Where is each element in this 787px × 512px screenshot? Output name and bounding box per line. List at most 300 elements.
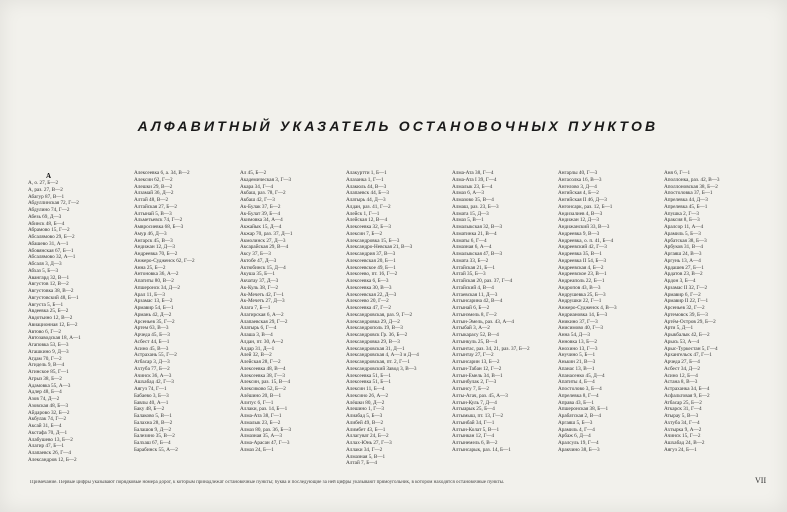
- index-entry: Ак-Мечеть 42, Г—1: [240, 291, 284, 298]
- index-entry: Андреевка 70, Б—2: [134, 251, 178, 257]
- index-entry: Абовянская 67, Б—1: [28, 247, 74, 254]
- index-entry: Алмазная 6, А—4: [452, 244, 492, 251]
- index-entry: Амур 46, Д—3: [134, 230, 167, 237]
- index-entry: Агаповка 53, Б—3: [28, 342, 69, 348]
- index-entry: Асино 45, В—3: [134, 345, 169, 352]
- index-entry: Алтайская 27, Б—2: [134, 203, 178, 210]
- index-entry: Алексеевка 48, В—4: [240, 365, 286, 372]
- index-entry: Амвросиевка 68, Б—3: [134, 224, 184, 230]
- index-entry: Балезино 35, В—2: [134, 433, 175, 440]
- index-entry: Алагир 47, Б—1: [28, 443, 64, 450]
- index-entry: Александрополь 19, В—3: [346, 325, 403, 332]
- index-entry: Арысь 53, А—4: [664, 338, 700, 345]
- index-entry: Аллах-Юнь 27, Г—3: [346, 440, 392, 446]
- index-entry: Анновка 13, Б—2: [558, 338, 597, 345]
- index-entry: Апанасенко 45, Д—4: [558, 372, 605, 379]
- index-entry: Акуша 35, Б—1: [240, 271, 275, 278]
- index-entry: Александров 12, Б—2: [28, 456, 77, 463]
- index-entry: Александровка 15, Б—3: [346, 237, 400, 244]
- index-entry: Агинское 85, Г—1: [28, 369, 69, 375]
- index-entry: Алаша 3, В—4: [240, 332, 273, 338]
- index-entry: Алатырь 6, Г—4: [240, 325, 277, 332]
- index-entry: Актюбинск 15, Д—4: [240, 264, 286, 271]
- index-entry: Алтынай 6, Б—2: [452, 305, 490, 311]
- index-entry: Алтынкуль 25, В—4: [452, 338, 497, 345]
- index-entry: Андреевка 35, В—1: [558, 251, 602, 257]
- index-entry: Алейск 1, Г—1: [346, 210, 380, 217]
- index-entry: Андреевское 23, В—1: [558, 271, 607, 278]
- index-entry: Алтын-Емель 34, В—1: [452, 372, 503, 379]
- index-entry: Алёшки 80, Д—2: [346, 399, 385, 406]
- index-entry: Аргаяш 5, Б—3: [558, 419, 593, 426]
- index-entry: Ак-Булат 39, Б—4: [240, 210, 281, 217]
- index-entry: Анькин 21, В—3: [558, 359, 596, 365]
- index-entry: Авдотьино 12, В—2: [28, 315, 73, 321]
- index-entry: Астраханка 34, Б—4: [664, 386, 710, 392]
- index-entry: Аксарайская 29, В—4: [240, 244, 289, 251]
- index-entry: Алексин 7, Б—2: [346, 230, 383, 237]
- index-entry: Аксу 37, Б—3: [240, 251, 271, 257]
- index-entry: Армавир 54, Б—1: [134, 305, 174, 311]
- index-entry: Азов 74, Д—2: [28, 396, 60, 402]
- index-entry: Алтай 35, Б—3: [452, 271, 486, 278]
- index-entry: Арбаж 6, Д—4: [558, 433, 591, 440]
- index-entry: Александровская 4, А—3 и Д—4: [346, 352, 419, 359]
- index-entry: Ангийская 4, Б—2: [558, 190, 599, 197]
- index-column-3: [240, 170, 344, 454]
- index-entry: Алма-Ата 38, Г—4: [452, 170, 494, 176]
- index-entry: Абрамово 15, Г—2: [28, 227, 70, 234]
- index-entry: Алексеевка 6, Б—3: [346, 278, 389, 284]
- index-entry: Арыкбалык 42, Б—2: [664, 332, 710, 338]
- index-entry: Александрия 37, В—3: [346, 251, 396, 257]
- index-entry: Алтын-Куль 7, Д—4: [452, 399, 497, 406]
- index-entry: Абезь 69, Д—3: [28, 213, 62, 220]
- index-entry: Ангасолка 16, В—3: [558, 176, 602, 183]
- index-entry: Апрелевка 45, Б—1: [664, 203, 708, 210]
- index-entry: Алтаевская 11, Д—3: [452, 291, 498, 298]
- index-entry: Астрахань 55, Г—2: [134, 352, 177, 359]
- index-entry: Альметьевск 74, Г—2: [134, 217, 183, 224]
- index-entry: Атбасар 3, Д—3: [134, 359, 170, 365]
- page-number: VII: [755, 476, 767, 485]
- index-entry: Акчатау 37, Д—3: [240, 278, 279, 284]
- index-entry: Архангельск 47, Г—1: [664, 352, 712, 359]
- index-entry: Аллагуват 24, Б—2: [346, 433, 389, 440]
- index-entry: Армавир II 22, Г—1: [664, 298, 709, 305]
- index-entry: Алимбет 43, Б—1: [346, 426, 386, 433]
- index-entry: Артём-Остров 29, Б—2: [664, 318, 716, 325]
- index-entry: Атырау 5, В—3: [664, 413, 699, 419]
- index-entry: Анна 25, Б—2: [134, 264, 166, 271]
- index-entry: Алмалыкская 32, В—3: [452, 224, 503, 230]
- index-entry: Абинск 48, Б—4: [28, 220, 65, 227]
- index-entry: Алдар 31, Д—1: [240, 345, 275, 352]
- index-entry: Аралсор 11, А—4: [664, 224, 704, 230]
- index-entry: Аягуз 24, Б—1: [664, 446, 697, 453]
- index-entry: Александровка 29, В—3: [346, 338, 400, 345]
- index-entry: Апатиты 4, Б—4: [558, 379, 595, 386]
- index-entry: Балахна 28, В—2: [134, 419, 173, 426]
- index-entry: Ардашев 27, Б—1: [664, 264, 704, 271]
- index-entry: Балаково 5, В—1: [134, 413, 172, 419]
- index-entry: Алтын-Эмель, раз. 43, А—4: [452, 318, 514, 325]
- index-entry: Апостоловка 37, Б—1: [664, 190, 713, 197]
- index-entry: Аллаки, раз. 14, Б—1: [240, 406, 288, 413]
- index-entry: Алматы 6, Г—4: [452, 237, 487, 244]
- index-entry: Алексеевская 22, Д—3: [346, 291, 397, 298]
- index-entry: Акмолинск 27, Д—3: [240, 237, 286, 244]
- index-entry: Ардон 3, Б—4: [664, 278, 696, 284]
- index-entry: Алтыкарасу 52, В—4: [452, 332, 499, 338]
- index-entry: Андреевка 9, В—3: [558, 230, 600, 237]
- index-entry: Авиационная 12, Б—2: [28, 321, 78, 328]
- index-entry: Аткарск 31, Г—4: [664, 406, 702, 413]
- index-entry: Александро-Невская 21, В—3: [346, 244, 413, 251]
- index-entry: Александровская, пт. 2, Г—1: [346, 359, 410, 365]
- index-entry: Акжайык 15, Д—4: [240, 224, 282, 230]
- index-entry: Августовский 48, Б—1: [28, 294, 79, 301]
- index-entry: Алмазово 35, В—4: [452, 197, 494, 203]
- index-entry: Апрелевка 44, Д—3: [664, 197, 708, 203]
- index-entry: Анучино 5, Б—1: [558, 352, 596, 359]
- index-entry: Ангарлы 40, Г—3: [558, 170, 598, 176]
- index-entry: А, раз. 27, В—2: [28, 186, 63, 193]
- index-entry: Андриановка 14, Б—3: [558, 311, 608, 318]
- index-entry: Андреевка, о. п. 41, Б—4: [558, 237, 614, 244]
- index-entry: Алтын-Колат 5, В—1: [452, 426, 500, 433]
- index-entry: Арабатская 2, В—4: [558, 413, 601, 419]
- index-entry: Алатырь 44, Д—3: [346, 197, 386, 203]
- index-entry: Алага 7, Б—1: [240, 305, 271, 311]
- index-entry: Ашхабад 24, В—2: [664, 440, 705, 446]
- index-entry: Алакуртти 1, Б—1: [346, 170, 387, 176]
- index-entry: Алапаевск 44, Б—3: [346, 190, 390, 197]
- index-entry: Бавлы 40, А—1: [134, 399, 169, 406]
- index-entry: Аллаки 34, Г—2: [346, 446, 383, 453]
- index-entry: Арчеда 27, Б—4: [664, 359, 700, 365]
- index-entry: Арти 5, Д—1: [664, 325, 694, 332]
- index-entry: Апушка 2, Г—3: [664, 210, 699, 217]
- index-entry: Алтынэмель 8, Г—2: [452, 311, 497, 318]
- index-entry: Алтынсу 7, Б—2: [452, 386, 489, 392]
- index-entry: Ангелово 3, Д—4: [558, 183, 597, 190]
- index-entry: Алексин 62, Г—2: [134, 176, 173, 183]
- index-entry: Алазанка 1, Г—1: [346, 176, 384, 183]
- index-entry: Алексеевка 47, Г—2: [346, 305, 391, 311]
- index-entry: Алейская 28, Г—2: [240, 359, 281, 365]
- index-entry: Апрелевка 8, Г—4: [558, 392, 599, 399]
- index-entry: Асбест 44, Б—1: [134, 338, 170, 345]
- letter-heading: А: [46, 172, 52, 180]
- index-entry: Ачинск 15, Г—2: [664, 433, 701, 440]
- index-entry: Алексеевка 51, Б—1: [346, 372, 392, 379]
- index-entry: Андизалиев 4, В—3: [558, 210, 603, 217]
- index-entry: Алмазная 5, В—1: [346, 453, 386, 460]
- index-entry: Абсаля 3, Д—3: [28, 261, 62, 267]
- index-entry: Апшеронская 38, Б—1: [558, 406, 609, 413]
- index-entry: Августовка 38, В—2: [28, 288, 74, 294]
- index-entry: Алмаз 6, А—3: [452, 190, 484, 197]
- index-entry: Ангарск 45, В—3: [134, 237, 173, 244]
- index-entry: Алтайская 20, раз. 37, Г—4: [452, 278, 513, 284]
- index-entry: Алмалыкская 47, В—3: [452, 251, 503, 257]
- index-entry: Аникино 37, Г—3: [558, 318, 598, 325]
- index-entry: Алмаз 24, Б—1: [240, 446, 274, 453]
- index-entry: Апшеронск 34, Д—2: [134, 284, 181, 291]
- index-entry: Алтайская 21, Б—1: [452, 264, 496, 271]
- index-entry: Алтай 7, Б—4: [346, 460, 377, 467]
- footnote: Примечание. Первые цифры указывают порядковые номера дорог, к которым принадлежат остановочные пункты; буква и последующие за ней цифры указывают прямоугольник, в котором находятся остановочные пункты.: [30, 480, 505, 485]
- index-entry: Азовская 48, Б—3: [28, 402, 69, 409]
- index-entry: Адлер 48, Б—4: [28, 389, 62, 396]
- index-entry: Ашхабад 42, Г—3: [134, 379, 174, 386]
- index-entry: Алмалык 23, Б—4: [452, 183, 493, 190]
- index-entry: Арсеньев 32, Г—2: [664, 305, 705, 311]
- index-entry: Ал 45, Б—2: [240, 170, 267, 176]
- index-entry: Артемовск 39, Б—3: [664, 311, 708, 318]
- index-entry: Агдам 70, Г—2: [28, 355, 62, 362]
- index-entry: Александровск Гр. 36, Б—2: [346, 332, 408, 338]
- index-entry: Акбаш 42, Г—3: [240, 197, 275, 203]
- index-entry: Андижан 12, Д—3: [558, 217, 599, 224]
- index-entry: Алтайский 4, В—4: [452, 284, 494, 291]
- index-column-6: [558, 170, 662, 454]
- index-entry: Акжар 70, раз. 37, Д—1: [240, 230, 293, 237]
- index-entry: Алзамай 36, Д—2: [134, 190, 174, 197]
- index-entry: Ахтырка 9, А—2: [664, 426, 702, 433]
- index-entry: Аракчино 38, Б—3: [558, 446, 600, 453]
- index-entry: Алтыбай 3, А—2: [452, 325, 490, 332]
- index-entry: Адамовка 55, А—3: [28, 382, 71, 389]
- index-entry: Бабаево 3, Б—3: [134, 392, 169, 399]
- index-entry: Алмата 33, Б—2: [452, 257, 489, 264]
- page-title: АЛФАВИТНЫЙ УКАЗАТЕЛЬ ОСТАНОВОЧНЫХ ПУНКТОВ: [137, 118, 659, 134]
- index-entry: Анжеро-Судженск 4, В—3: [558, 305, 617, 311]
- index-entry: Алмаз 80, раз. 36, Б—3: [240, 426, 292, 433]
- index-entry: Авангард 32, В—1: [28, 274, 70, 281]
- index-entry: Алиабад 5, Б—3: [346, 413, 383, 419]
- index-entry: Алексин 11, Б—4: [346, 386, 385, 392]
- index-entry: Алексеевка 30, В—3: [346, 284, 392, 291]
- index-entry: Апанас 13, В—1: [558, 365, 595, 372]
- index-entry: Алмаз 5, В—1: [452, 217, 484, 224]
- index-entry: Абсалямово 32, А—1: [28, 254, 76, 261]
- index-entry: Алтынкан 12, Г—4: [452, 433, 495, 440]
- index-entry: Арбуков 31, В—4: [664, 244, 703, 251]
- index-entry: Александровка 29, Д—2: [346, 318, 400, 325]
- index-entry: Алёшино 20, В—1: [240, 392, 282, 399]
- index-entry: Ахтуба 34, Г—4: [664, 419, 700, 426]
- index-entry: Айдарово 32, Б—2: [28, 409, 70, 416]
- index-entry: Аралсуль 19, Г—4: [558, 440, 599, 446]
- index-entry: Алексеево 20, Г—2: [346, 298, 389, 305]
- index-entry: Агидель 9, В—4: [28, 362, 65, 369]
- index-entry: Анохино 13, Г—3: [558, 345, 598, 352]
- index-entry: Армань 42, Д—2: [134, 311, 172, 318]
- index-entry: Алексеевское 49, Б—1: [346, 264, 396, 271]
- index-entry: Барабинск 55, А—2: [134, 446, 178, 453]
- index-entry: Алтай 48, В—2: [134, 197, 169, 203]
- index-entry: Алитус 6, Г—1: [240, 399, 274, 406]
- index-entry: Аргунь 13, А—4: [664, 257, 701, 264]
- index-entry: Алтынсарин 13, Б—2: [452, 359, 500, 365]
- index-entry: Алтымыш, пт. 13, Г—2: [452, 413, 504, 419]
- index-entry: Алма-Ата 38, Г—1: [240, 413, 282, 419]
- index-entry: Аполлонка, раз. 42, В—3: [664, 176, 720, 183]
- index-entry: Асбест 34, Д—2: [664, 365, 700, 372]
- index-entry: Абхаз 5, Б—3: [28, 267, 59, 274]
- index-entry: Академическая 3, Г—3: [240, 176, 292, 183]
- index-entry: Алма-Ата I 39, Г—4: [452, 176, 497, 183]
- index-entry: Аполлоновская 38, Б—2: [664, 183, 718, 190]
- index-entry: Аксай 31, Б—4: [28, 423, 62, 429]
- index-entry: Алмаш, раз. 23, Б—3: [452, 203, 499, 210]
- index-entry: Балашов 9, Д—2: [134, 426, 172, 433]
- index-entry: Абдулино 74, Г—2: [28, 207, 70, 213]
- index-entry: Алексеевка 32, Б—3: [346, 224, 392, 230]
- index-entry: Андропов 43, В—3: [558, 284, 601, 291]
- index-entry: Андижан 12, Д—3: [134, 244, 175, 251]
- index-entry: Анжеро-Судженск 62, Г—2: [134, 257, 195, 264]
- index-entry: Алейская 12, В—4: [346, 217, 388, 224]
- index-entry: Алтынай 5, В—3: [134, 210, 172, 217]
- index-entry: Абдуллинская 72, Г—2: [28, 200, 79, 207]
- index-entry: Алтынемель 6, В—2: [452, 440, 498, 446]
- index-entry: Алтыарык 25, Б—4: [452, 406, 495, 413]
- index-entry: Автозаводская 18, А—1: [28, 335, 81, 342]
- index-entry: Алты-Агач, раз. 45, А—3: [452, 392, 508, 399]
- index-entry: Балхаш 67, Б—4: [134, 440, 171, 446]
- index-entry: Акимовка 34, А—4: [240, 217, 283, 224]
- index-entry: Алексиково 52, Б—2: [240, 386, 286, 392]
- index-entry: Апатиты 80, В—2: [134, 278, 174, 284]
- index-entry: Андреаполь 22, Б—1: [558, 278, 605, 284]
- index-column-7: [664, 170, 768, 454]
- index-entry: Алапаевская 29, Г—2: [240, 318, 288, 325]
- index-entry: Алексино 26, А—2: [346, 392, 389, 399]
- index-entry: Абашево 31, А—1: [28, 240, 69, 247]
- index-entry: Алтынтас, раз. 34, 21, раз. 37, Б—2: [452, 345, 530, 352]
- index-entry: Алапаевск 26, Г—4: [28, 450, 71, 456]
- index-entry: Андижанский 33, В—3: [558, 224, 610, 230]
- index-entry: Андреевская 4, Б—2: [558, 264, 604, 271]
- index-entry: А, о. 27, Б—2: [28, 180, 59, 186]
- index-column-1: [28, 170, 132, 464]
- index-entry: Актобе 47, Д—3: [240, 257, 277, 264]
- index-column-5: [452, 170, 556, 454]
- index-entry: Августов 12, В—2: [28, 281, 69, 288]
- index-entry: Андреевка II 54, Б—3: [558, 257, 607, 264]
- index-entry: Анисимово 40, Г—3: [558, 325, 603, 332]
- index-entry: Баку 48, Б—2: [134, 406, 165, 413]
- index-entry: Агашкино 9, Д—3: [28, 348, 69, 355]
- index-entry: Асфальтовая 9, Б—2: [664, 392, 710, 399]
- index-column-2: [134, 170, 238, 454]
- index-entry: Абагур 87, В—1: [28, 193, 65, 200]
- index-entry: Антоновка 36, А—2: [134, 271, 179, 278]
- index-entry: Ардатов 23, В—2: [664, 271, 703, 278]
- index-entry: Акбаш, раз. 78, Г—2: [240, 190, 286, 197]
- index-entry: Абсалямово 29, Б—2: [28, 234, 75, 240]
- index-entry: Алешки 29, В—2: [134, 183, 173, 190]
- index-entry: Алексеевка 38, Г—3: [240, 372, 285, 379]
- index-entry: Алмазная 35, А—3: [240, 433, 283, 440]
- index-entry: Андреевский 42, Г—3: [558, 244, 607, 251]
- index-entry: Алдан, раз. 41, Г—2: [346, 203, 391, 210]
- index-entry: Автово 6, Г—2: [28, 328, 62, 335]
- index-entry: Алексин, раз. 15, В—4: [240, 379, 291, 386]
- index-entry: Араксия 8, Б—3: [664, 217, 700, 224]
- index-entry: Александровский Завод 3, В—3: [346, 365, 417, 372]
- index-entry: Александровская 31, Д—1: [346, 345, 405, 352]
- index-entry: Алмата 15, Д—3: [452, 210, 489, 217]
- index-entry: Аправа 43, Б—1: [558, 399, 594, 406]
- index-entry: Арал 11, Б—3: [134, 291, 165, 298]
- index-entry: Акбулак 74, Г—2: [28, 416, 67, 423]
- index-entry: Акстафа 70, Д—1: [28, 429, 68, 436]
- index-entry: Алакюль 44, В—3: [346, 183, 387, 190]
- index-entry: Алдан, пт. 30, А—2: [240, 338, 284, 345]
- index-entry: Асино 12, Б—4: [664, 372, 698, 379]
- index-entry: Апостолово 3, Б—4: [558, 386, 602, 392]
- index-entry: Алей 32, В—2: [240, 352, 272, 359]
- index-entry: Аня 6, Г—1: [664, 170, 691, 176]
- index-entry: Авдеевка 25, Б—2: [28, 308, 69, 315]
- index-entry: Алмалык 23, Б—2: [240, 419, 281, 426]
- index-column-4: [346, 170, 450, 467]
- index-entry: Ак-Мечеть 27, Д—3: [240, 298, 285, 305]
- index-entry: Августа 5, Б—1: [28, 301, 64, 308]
- index-entry: Алешино 1, Г—3: [346, 406, 384, 413]
- index-entry: Алабушево 13, Б—2: [28, 436, 73, 443]
- index-entry: Алексеевка 51, Б—1: [346, 379, 392, 386]
- index-entry: Алексеевка 6, а. 34, В—2: [134, 170, 190, 176]
- index-entry: Алтынсарык, раз. 14, Б—1: [452, 446, 511, 453]
- index-entry: Алибей 49, В—2: [346, 419, 384, 426]
- index-columns: [28, 170, 768, 492]
- index-entry: Ахтуба 77, Б—2: [134, 365, 170, 372]
- index-entry: Армавир 6, Г—2: [664, 291, 701, 298]
- index-entry: Арзамас II 32, Г—2: [664, 284, 708, 291]
- index-entry: Акара 34, Г—4: [240, 183, 274, 190]
- index-entry: Арыс-Туркестан 5, Г—4: [664, 345, 718, 352]
- index-entry: Алтынтау 27, Г—2: [452, 352, 494, 359]
- index-entry: Алтын-Табан 12, Г—2: [452, 365, 502, 372]
- index-entry: Атбасар 25, Б—2: [664, 399, 702, 406]
- index-entry: Андрушевка 25, Б—3: [558, 291, 606, 298]
- index-entry: Ангийская II 46, Д—3: [558, 197, 607, 203]
- index-entry: Алтынсарина 42, В—4: [452, 298, 503, 305]
- index-entry: Алма-Арасан 47, Г—3: [240, 440, 290, 446]
- index-entry: Ак-Куль 38, Г—2: [240, 284, 279, 291]
- index-entry: Александровская, раз. 9, Г—2: [346, 311, 413, 318]
- index-entry: Аягуз 74, Г—1: [134, 386, 167, 392]
- index-entry: Арамиль 4, Г—4: [558, 426, 595, 433]
- index-entry: Арбатская 38, Б—3: [664, 237, 707, 244]
- index-entry: Арамиль 5, Б—3: [664, 230, 701, 237]
- index-entry: Арзамас 13, Б—2: [134, 298, 173, 305]
- index-entry: Арсеньев 35, Г—2: [134, 318, 175, 325]
- index-entry: Андрушки 22, Г—1: [558, 298, 602, 305]
- index-entry: Алексеевская 20, Б—1: [346, 257, 396, 264]
- index-entry: Ангонсарк, раз. 12, Б—1: [558, 203, 613, 210]
- index-entry: Анна 54, Д—3: [558, 332, 590, 338]
- index-entry: Агрыз 38, Б—2: [28, 375, 62, 382]
- index-entry: Алексеево, пт. 16, Г—2: [346, 271, 398, 278]
- index-entry: Алтынбулак 2, Г—3: [452, 379, 497, 386]
- index-entry: Алтынбай 34, Г—1: [452, 419, 495, 426]
